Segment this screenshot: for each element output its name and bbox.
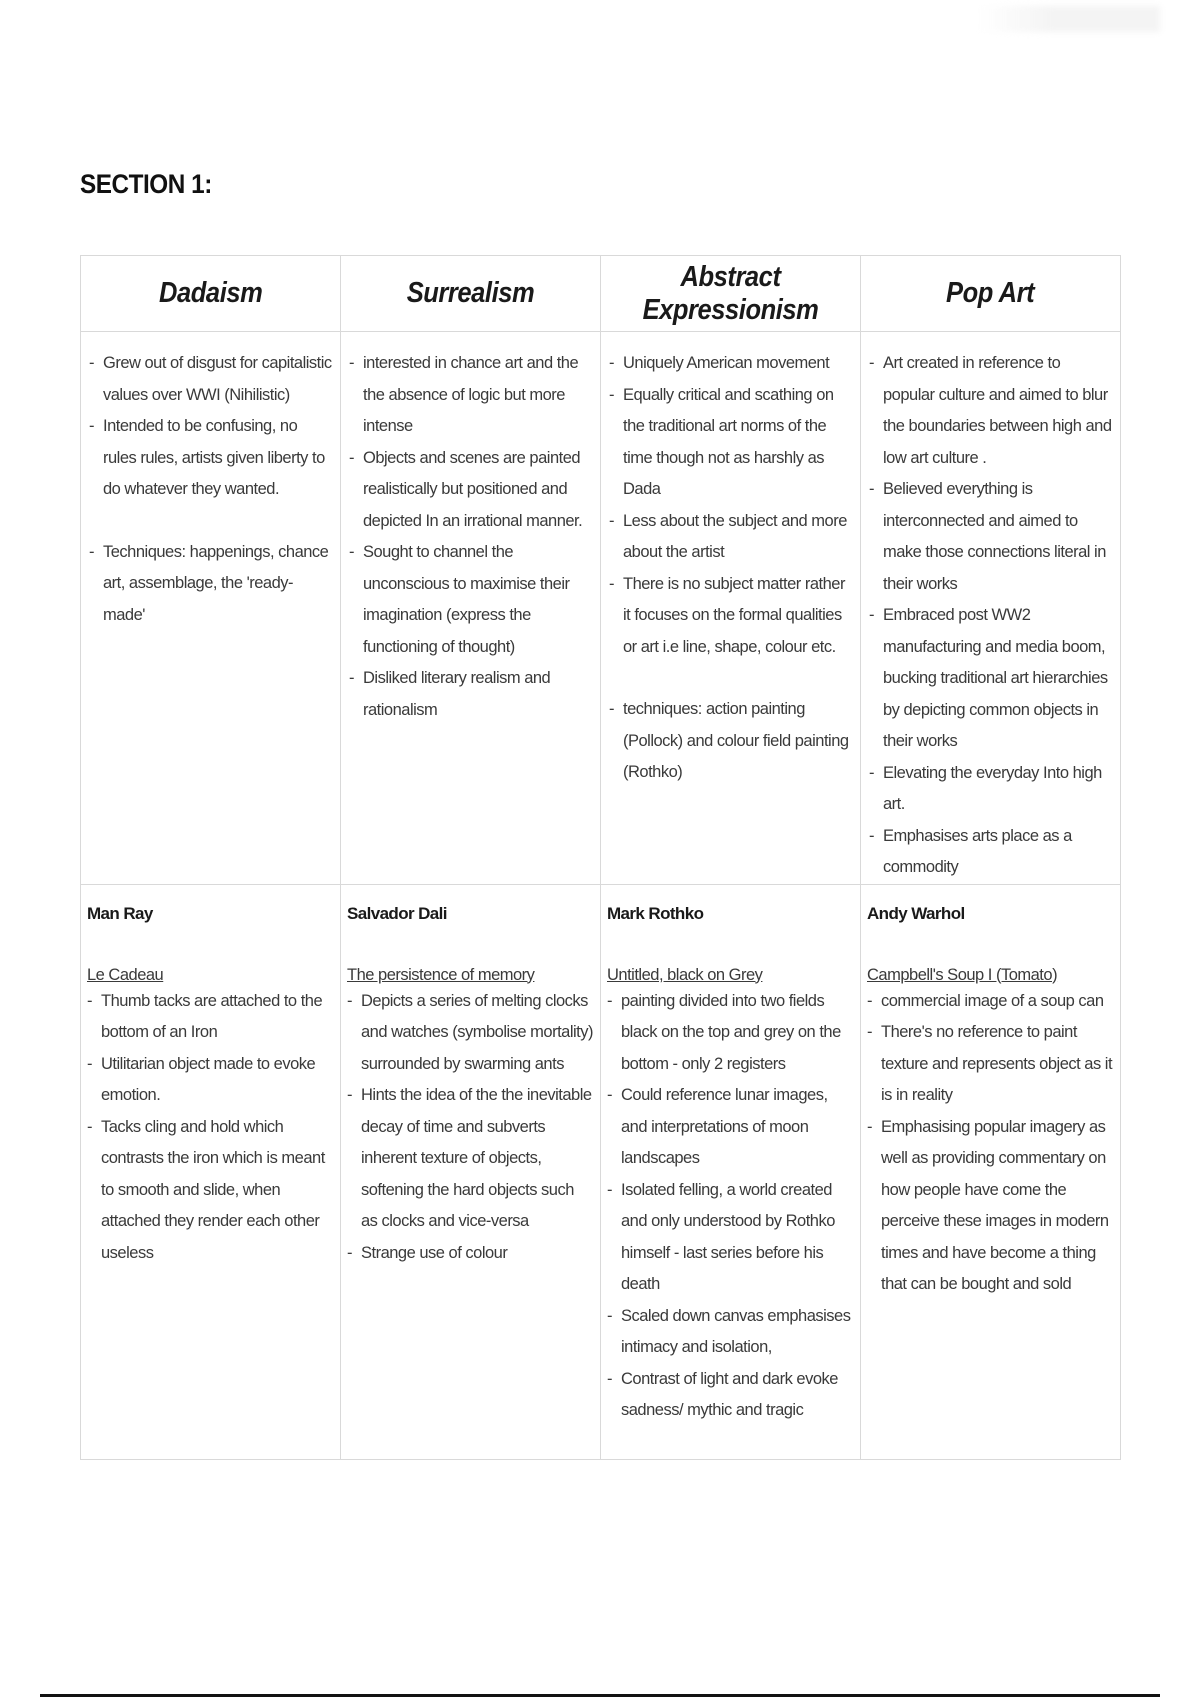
list-item: - Thumb tacks are attached to the bottom of an Iron bbox=[87, 986, 334, 1049]
column-header-label: Surrealism bbox=[406, 277, 535, 309]
artwork-title: Untitled, black on Grey bbox=[607, 965, 763, 984]
list-item: - Hints the idea of the the inevitable decay of time and subverts inherent texture of objects, softening the hard objects such as clocks and vice-versa bbox=[347, 1080, 594, 1238]
list-item: - Elevating the everyday Into high art. bbox=[869, 758, 1114, 821]
list-item: - interested in chance art and the the absence of logic but more intense bbox=[349, 348, 594, 443]
artwork-title: The persistence of memory bbox=[347, 965, 535, 984]
abstract-expressionism-example-cell bbox=[601, 884, 861, 1459]
artist-name: Salvador Dali bbox=[347, 903, 447, 923]
column-header-abstract-expressionism bbox=[601, 256, 861, 332]
column-header-pop-art bbox=[861, 256, 1121, 332]
list-item: - Strange use of colour bbox=[347, 1238, 594, 1270]
list-item: - Contrast of light and dark evoke sadness/ mythic and tragic bbox=[607, 1364, 854, 1427]
artwork-title: Le Cadeau bbox=[87, 965, 164, 984]
list-item: - Grew out of disgust for capitalistic values over WWI (Nihilistic) bbox=[89, 348, 334, 411]
surrealism-example-cell bbox=[341, 884, 601, 1459]
artist-name: Mark Rothko bbox=[607, 903, 704, 923]
pop-art-description-cell bbox=[861, 332, 1121, 885]
list-item: - There is no subject matter rather it focuses on the formal qualities or art i.e line, shape, colour etc. bbox=[609, 569, 854, 664]
abstract-expressionism-description-cell bbox=[601, 332, 861, 885]
surrealism-description-list bbox=[349, 348, 594, 726]
list-item: - Objects and scenes are painted realistically but positioned and depicted In an irrational manner. bbox=[349, 443, 594, 538]
list-item: - Techniques: happenings, chance art, assemblage, the 'ready-made' bbox=[89, 537, 334, 632]
list-item: - Emphasising popular imagery as well as providing commentary on how people have come the perceive these images in modern times and have become a thing that can be bought and sold bbox=[867, 1112, 1114, 1301]
artwork-notes-list bbox=[867, 986, 1114, 1301]
list-item: - Could reference lunar images, and interpretations of moon landscapes bbox=[607, 1080, 854, 1175]
list-item: - Scaled down canvas emphasises intimacy and isolation, bbox=[607, 1301, 854, 1364]
list-item: - Embraced post WW2 manufacturing and media boom, bucking traditional art hierarchies by depicting common objects in their works bbox=[869, 600, 1114, 758]
section-title: SECTION 1: bbox=[80, 169, 212, 199]
faded-background-heading bbox=[140, 40, 500, 150]
list-item: - Depicts a series of melting clocks and watches (symbolise mortality) surrounded by swarming ants bbox=[347, 986, 594, 1081]
list-item: - Tacks cling and hold which contrasts the iron which is meant to smooth and slide, when attached they render each other useless bbox=[87, 1112, 334, 1270]
list-item: - There's no reference to paint texture and represents object as it is in reality bbox=[867, 1017, 1114, 1112]
list-item: - Sought to channel the unconscious to maximise their imagination (express the functioning of thought) bbox=[349, 537, 594, 663]
art-movements-table bbox=[80, 255, 1121, 1460]
column-header-label: Pop Art bbox=[946, 277, 1035, 309]
artwork-notes-list bbox=[347, 986, 594, 1270]
list-item: - Intended to be confusing, no rules rules, artists given liberty to do whatever they wanted. bbox=[89, 411, 334, 506]
list-item: - Disliked literary realism and rationalism bbox=[349, 663, 594, 726]
artwork-title: Campbell's Soup I (Tomato) bbox=[867, 965, 1058, 984]
artwork-example-row bbox=[81, 884, 1121, 1459]
list-item: - Art created in reference to popular culture and aimed to blur the boundaries between high and low art culture . bbox=[869, 348, 1114, 474]
abstract-expressionism-description-list bbox=[609, 348, 854, 789]
artist-name: Andy Warhol bbox=[867, 903, 965, 923]
movement-description-row bbox=[81, 332, 1121, 885]
column-header-dadaism bbox=[81, 256, 341, 332]
list-item: - Utilitarian object made to evoke emotion. bbox=[87, 1049, 334, 1112]
faded-corner-mark bbox=[980, 6, 1160, 32]
list-item: - painting divided into two fields black on the top and grey on the bottom - only 2 registers bbox=[607, 986, 854, 1081]
page-bottom-rule bbox=[40, 1694, 1160, 1697]
artwork-notes-list bbox=[87, 986, 334, 1270]
surrealism-description-cell bbox=[341, 332, 601, 885]
dadaism-example-cell bbox=[81, 884, 341, 1459]
dadaism-description-list bbox=[89, 348, 334, 631]
artwork-notes-list bbox=[607, 986, 854, 1427]
list-item: - Equally critical and scathing on the traditional art norms of the time though not as harshly as Dada bbox=[609, 380, 854, 506]
column-header-label: Abstract Expressionism bbox=[642, 260, 819, 326]
artist-name: Man Ray bbox=[87, 903, 153, 923]
column-header-label: Dadaism bbox=[158, 277, 263, 309]
list-item: - Less about the subject and more about the artist bbox=[609, 506, 854, 569]
pop-art-description-list bbox=[869, 348, 1114, 884]
list-item: - techniques: action painting (Pollock) and colour field painting (Rothko) bbox=[609, 694, 854, 789]
list-item: - Emphasises arts place as a commodity bbox=[869, 821, 1114, 884]
column-header-surrealism bbox=[341, 256, 601, 332]
list-item: - Believed everything is interconnected and aimed to make those connections literal in their works bbox=[869, 474, 1114, 600]
list-item: - Isolated felling, a world created and only understood by Rothko himself - last series before his death bbox=[607, 1175, 854, 1301]
list-item: - commercial image of a soup can bbox=[867, 986, 1114, 1018]
dadaism-description-cell bbox=[81, 332, 341, 885]
list-item: - Uniquely American movement bbox=[609, 348, 854, 380]
pop-art-example-cell bbox=[861, 884, 1121, 1459]
table-header-row bbox=[81, 256, 1121, 332]
